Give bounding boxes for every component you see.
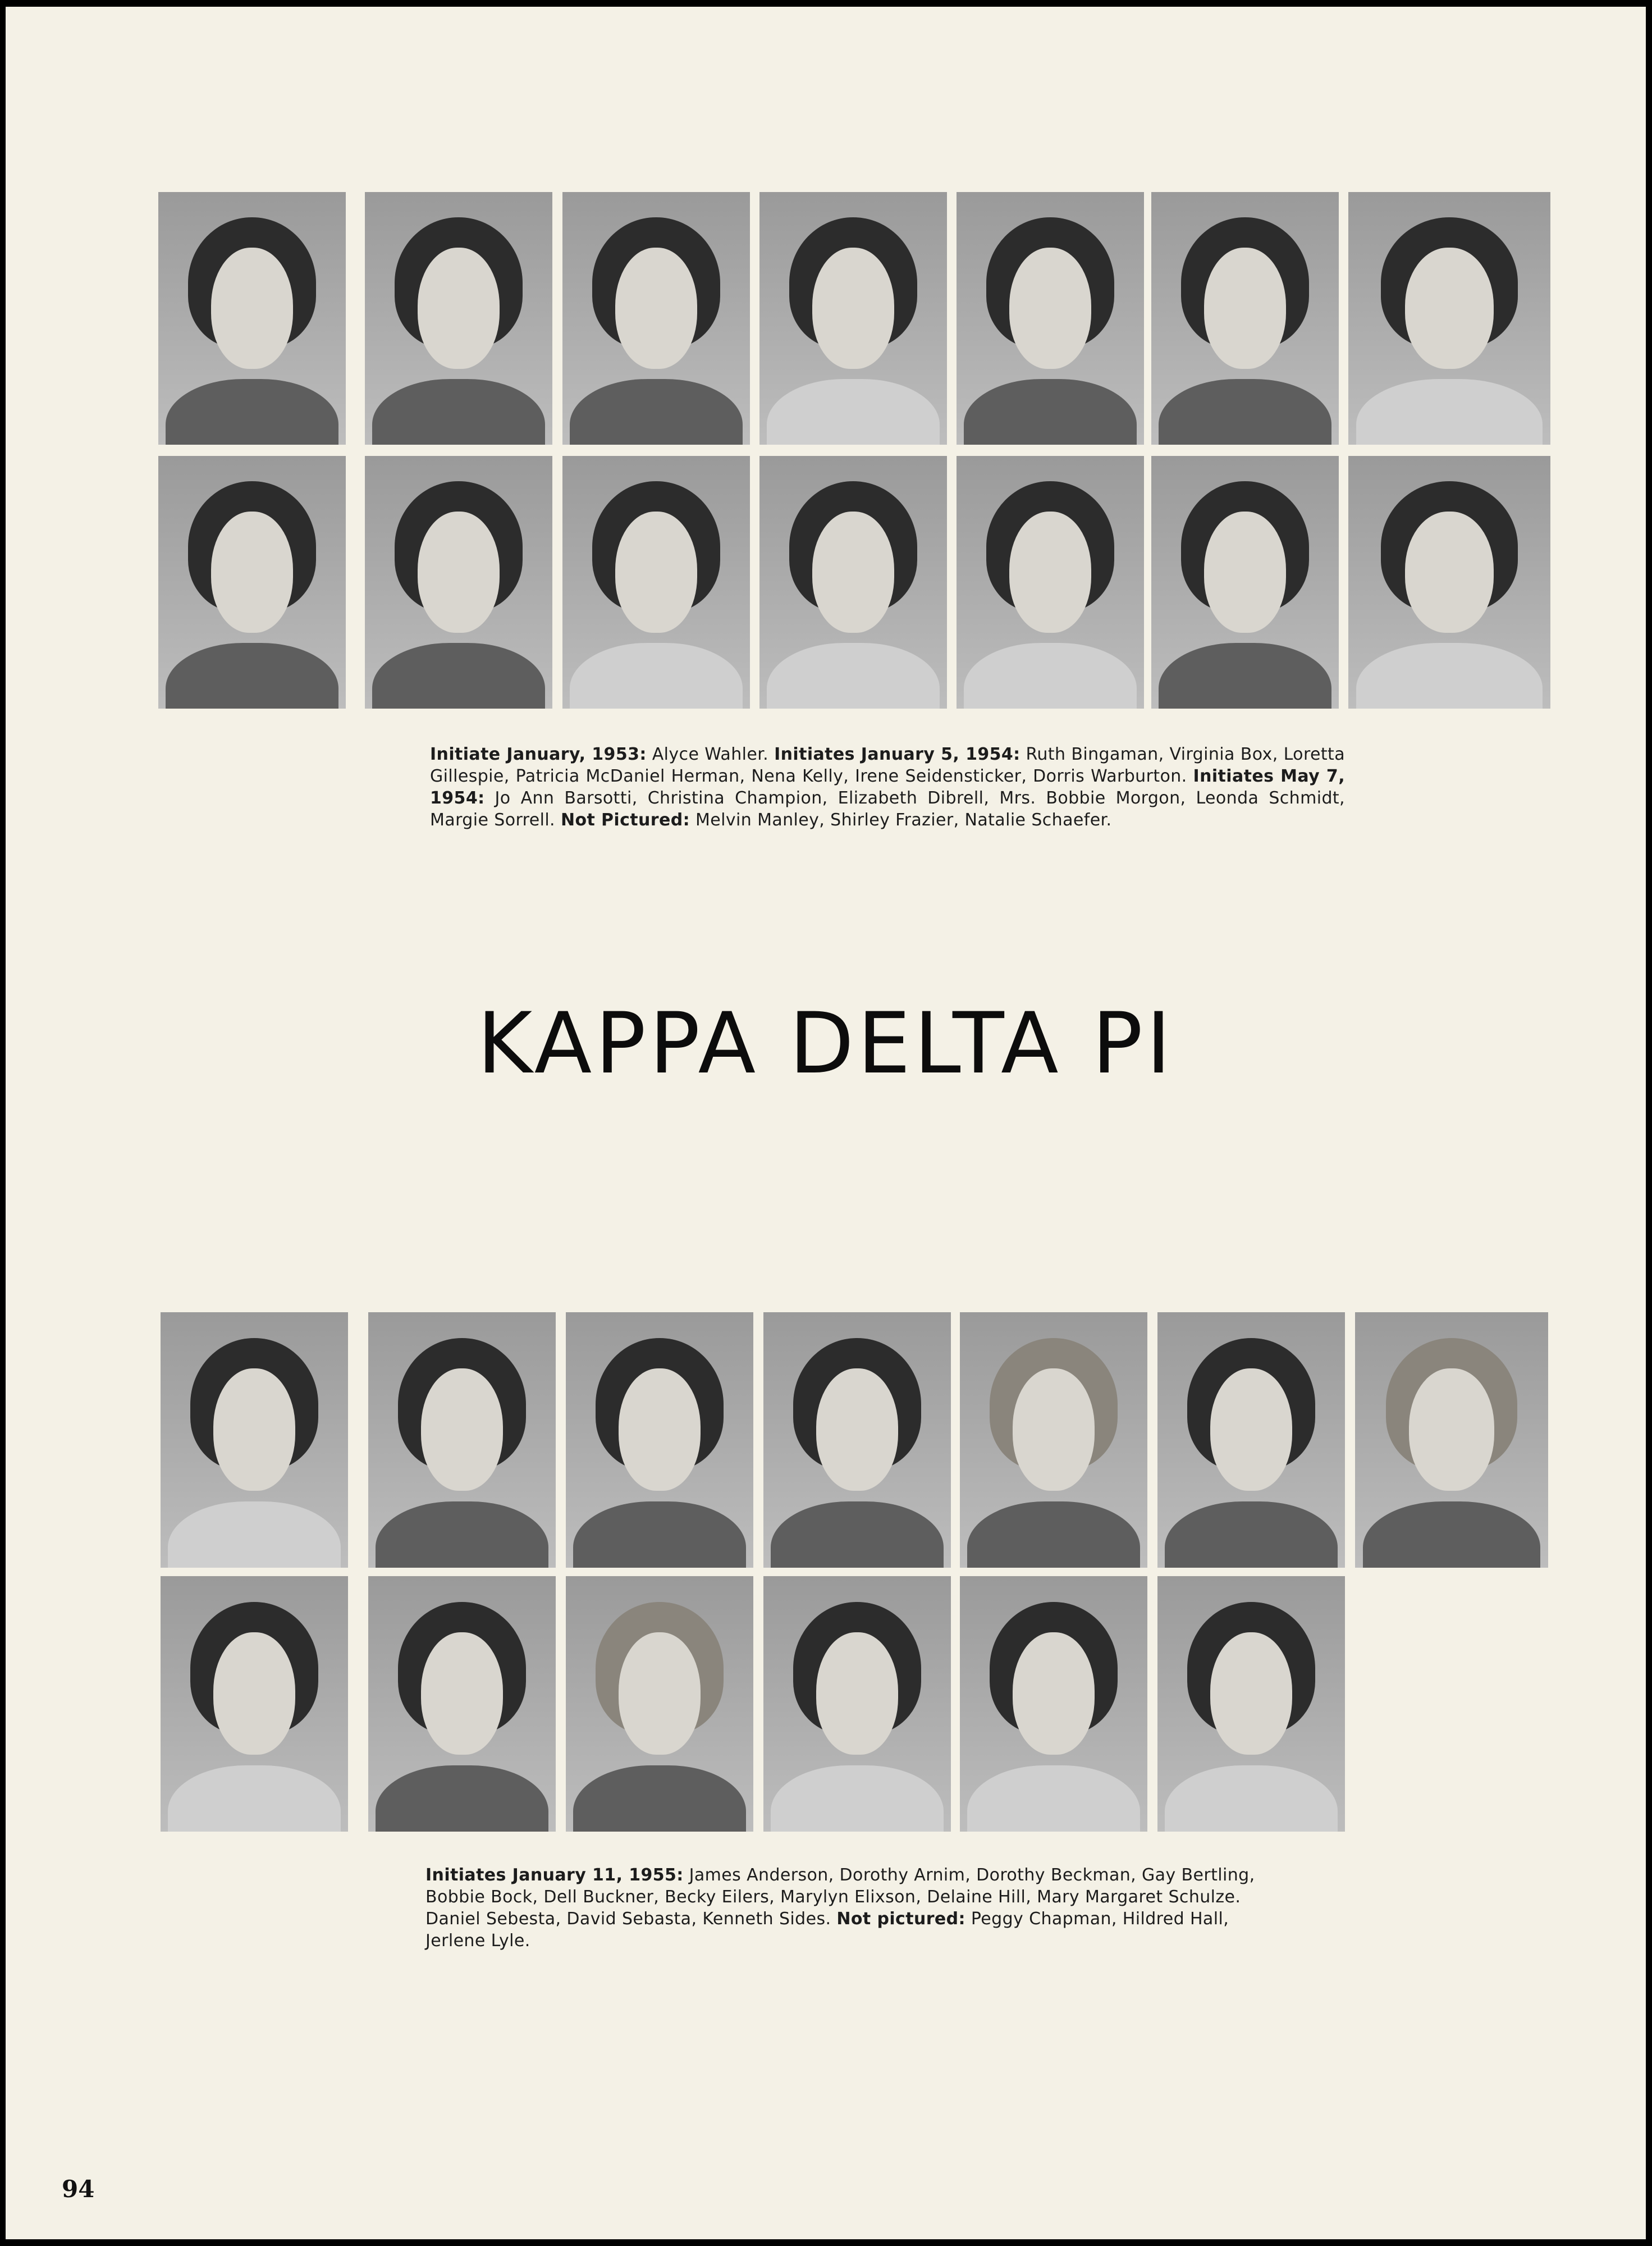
portrait-photo (161, 1312, 348, 1568)
portrait-photo (1348, 456, 1550, 709)
caption-bold-run: Initiates May 7, 1954: (430, 766, 1345, 808)
portrait-photo (566, 1576, 753, 1832)
portrait-photo (960, 1576, 1147, 1832)
portrait-photo (158, 192, 346, 445)
caption-bottom (425, 1864, 1290, 1952)
caption-bold-run: Not Pictured: (560, 810, 690, 830)
caption-text-run: Jo Ann Barsotti, Christina Champion, Elizabeth Dibrell, Mrs. Bobbie Morgon, Leonda Schmidt, Margie Sorrell. (430, 788, 1345, 830)
caption-bold-run: Initiates January 5, 1954: (774, 745, 1021, 764)
caption-text-run: Peggy Chapman, Hildred Hall, Jerlene Lyle. (425, 1909, 1229, 1951)
caption-text-run: Alyce Wahler. (646, 745, 775, 764)
yearbook-page (6, 7, 1646, 2239)
page-number: 94 (62, 2175, 95, 2203)
portrait-photo (1157, 1312, 1345, 1568)
caption-top (430, 743, 1345, 831)
portrait-photo (368, 1576, 556, 1832)
caption-bold-run: Initiates January 11, 1955: (425, 1865, 684, 1885)
portrait-photo (365, 192, 552, 445)
caption-text-run: Melvin Manley, Shirley Frazier, Natalie Schaefer. (690, 810, 1112, 830)
portrait-photo (368, 1312, 556, 1568)
portrait-photo (158, 456, 346, 709)
portrait-photo (763, 1576, 951, 1832)
portrait-photo (957, 192, 1144, 445)
caption-bold-run: Not pictured: (836, 1909, 965, 1929)
caption-text-run: James Anderson, Dorothy Arnim, Dorothy Beckman, Gay Bertling, Bobbie Bock, Dell Buckner, Becky Eilers, Marylyn Elixson, Delaine Hill, Mary Margaret Schulze. Daniel Sebesta, David Sebasta, Kenneth Sides. (425, 1865, 1255, 1929)
portrait-photo (1151, 456, 1339, 709)
page-title: KAPPA DELTA PI (477, 995, 1175, 1093)
portrait-photo (957, 456, 1144, 709)
portrait-photo (1157, 1576, 1345, 1832)
portrait-photo (365, 456, 552, 709)
portrait-photo (562, 456, 750, 709)
portrait-photo (562, 192, 750, 445)
portrait-photo (1151, 192, 1339, 445)
caption-text-run: Ruth Bingaman, Virginia Box, Loretta Gillespie, Patricia McDaniel Herman, Nena Kelly, Irene Seidensticker, Dorris Warburton. (430, 745, 1345, 786)
portrait-photo (960, 1312, 1147, 1568)
portrait-photo (1355, 1312, 1548, 1568)
portrait-photo (759, 192, 947, 445)
portrait-photo (566, 1312, 753, 1568)
portrait-photo (161, 1576, 348, 1832)
portrait-photo (763, 1312, 951, 1568)
portrait-photo (1348, 192, 1550, 445)
caption-bold-run: Initiate January, 1953: (430, 745, 647, 764)
portrait-photo (759, 456, 947, 709)
